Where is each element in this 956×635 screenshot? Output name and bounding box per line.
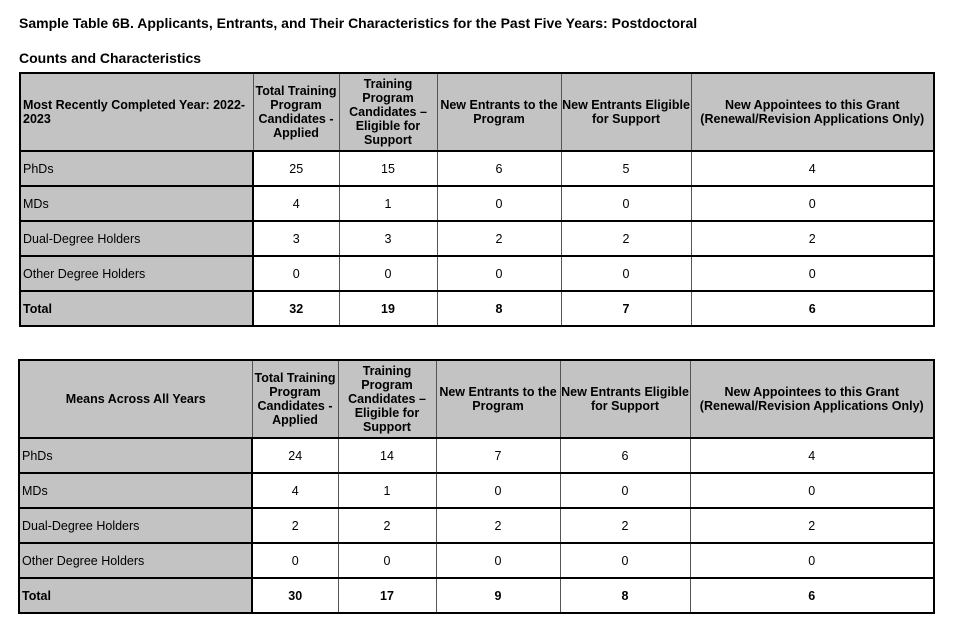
header-year: Most Recently Completed Year: 2022-2023 [20, 73, 253, 151]
total-row [19, 578, 934, 613]
header-eligible: Training Program Candidates – Eligible for Support [339, 73, 437, 151]
cell-entrants: 0 [436, 543, 560, 578]
cell-appointees: 4 [691, 151, 934, 186]
cell-applied: 0 [252, 543, 338, 578]
counts-table [19, 72, 935, 327]
table-row [19, 508, 934, 543]
cell-entrants-eligible: 0 [560, 543, 690, 578]
row-label: PhDs [19, 438, 252, 473]
table-row [20, 256, 934, 291]
cell-appointees: 6 [690, 578, 934, 613]
cell-eligible: 3 [339, 221, 437, 256]
cell-entrants-eligible: 6 [560, 438, 690, 473]
cell-appointees: 2 [690, 508, 934, 543]
cell-applied: 24 [252, 438, 338, 473]
cell-applied: 2 [252, 508, 338, 543]
table-row [19, 543, 934, 578]
cell-eligible: 0 [338, 543, 436, 578]
document-title: Sample Table 6B. Applicants, Entrants, and Their Characteristics for the Past Five Years: Postdoctoral [19, 15, 698, 31]
cell-entrants: 8 [437, 291, 561, 326]
header-applied: Total Training Program Candidates - Applied [253, 73, 339, 151]
cell-appointees: 6 [691, 291, 934, 326]
cell-entrants-eligible: 2 [561, 221, 691, 256]
cell-applied: 4 [252, 473, 338, 508]
header-appointees: New Appointees to this Grant (Renewal/Revision Applications Only) [691, 73, 934, 151]
row-label: Other Degree Holders [19, 543, 252, 578]
cell-entrants: 2 [437, 221, 561, 256]
cell-entrants-eligible: 0 [560, 473, 690, 508]
cell-applied: 0 [253, 256, 339, 291]
cell-entrants: 0 [436, 473, 560, 508]
cell-appointees: 0 [690, 543, 934, 578]
header-entrants-eligible: New Entrants Eligible for Support [561, 73, 691, 151]
cell-entrants: 6 [437, 151, 561, 186]
table-row [19, 473, 934, 508]
section-subtitle: Counts and Characteristics [19, 50, 202, 66]
table-row [20, 186, 934, 221]
cell-applied: 32 [253, 291, 339, 326]
means-table [18, 359, 935, 614]
header-entrants-eligible: New Entrants Eligible for Support [560, 360, 690, 438]
row-label: MDs [20, 186, 253, 221]
cell-entrants-eligible: 7 [561, 291, 691, 326]
cell-applied: 25 [253, 151, 339, 186]
header-entrants: New Entrants to the Program [437, 73, 561, 151]
row-label: Total [19, 578, 252, 613]
cell-applied: 4 [253, 186, 339, 221]
table-row [19, 438, 934, 473]
cell-eligible: 2 [338, 508, 436, 543]
cell-entrants-eligible: 5 [561, 151, 691, 186]
cell-entrants: 7 [436, 438, 560, 473]
table-row [20, 151, 934, 186]
row-label: Dual-Degree Holders [20, 221, 253, 256]
header-means: Means Across All Years [19, 360, 252, 438]
cell-entrants-eligible: 0 [561, 256, 691, 291]
table-row [20, 221, 934, 256]
cell-eligible: 17 [338, 578, 436, 613]
cell-entrants: 9 [436, 578, 560, 613]
cell-eligible: 19 [339, 291, 437, 326]
header-eligible: Training Program Candidates – Eligible for Support [338, 360, 436, 438]
cell-entrants: 2 [436, 508, 560, 543]
cell-entrants: 0 [437, 256, 561, 291]
cell-appointees: 4 [690, 438, 934, 473]
cell-appointees: 0 [691, 186, 934, 221]
row-label: Dual-Degree Holders [19, 508, 252, 543]
cell-eligible: 15 [339, 151, 437, 186]
total-row [20, 291, 934, 326]
cell-entrants: 0 [437, 186, 561, 221]
row-label: Other Degree Holders [20, 256, 253, 291]
header-applied: Total Training Program Candidates - Applied [252, 360, 338, 438]
cell-eligible: 1 [339, 186, 437, 221]
cell-eligible: 1 [338, 473, 436, 508]
cell-applied: 3 [253, 221, 339, 256]
header-appointees: New Appointees to this Grant (Renewal/Revision Applications Only) [690, 360, 934, 438]
cell-entrants-eligible: 2 [560, 508, 690, 543]
row-label: MDs [19, 473, 252, 508]
cell-eligible: 14 [338, 438, 436, 473]
row-label: PhDs [20, 151, 253, 186]
cell-eligible: 0 [339, 256, 437, 291]
cell-appointees: 0 [691, 256, 934, 291]
header-entrants: New Entrants to the Program [436, 360, 560, 438]
cell-appointees: 2 [691, 221, 934, 256]
row-label: Total [20, 291, 253, 326]
cell-entrants-eligible: 8 [560, 578, 690, 613]
cell-entrants-eligible: 0 [561, 186, 691, 221]
cell-applied: 30 [252, 578, 338, 613]
cell-appointees: 0 [690, 473, 934, 508]
